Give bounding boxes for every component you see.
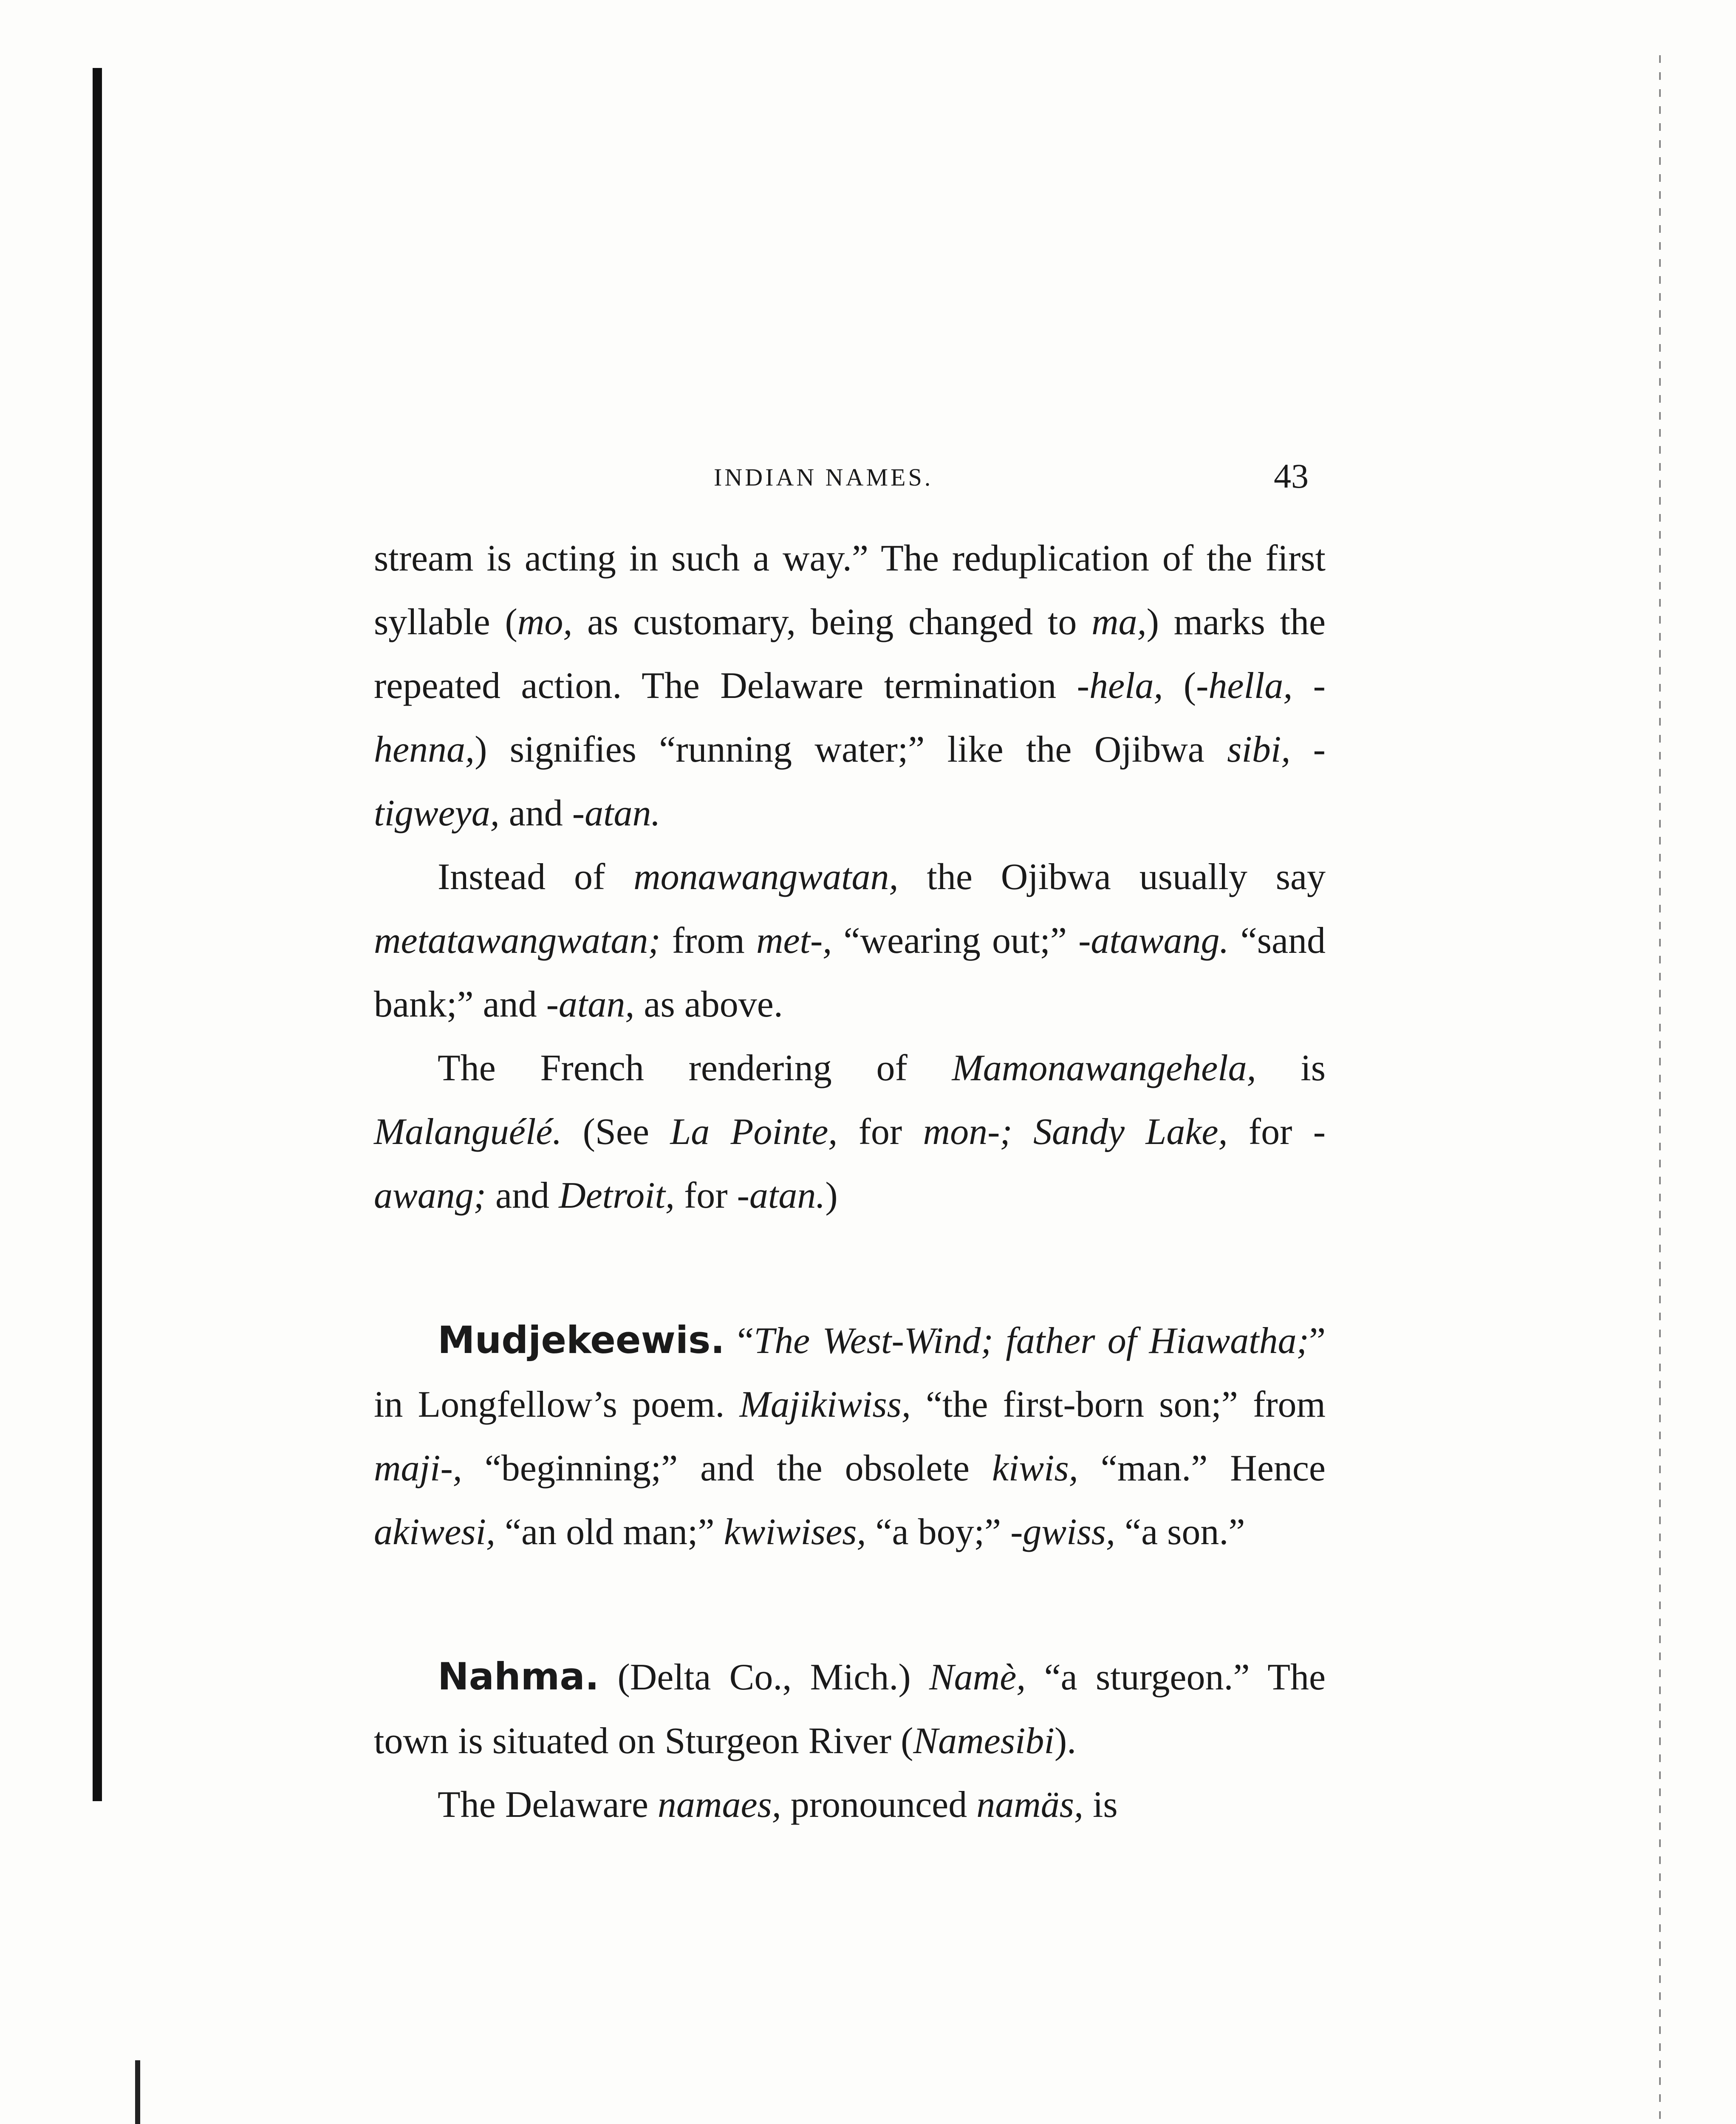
- text-run: as customary, being changed to: [572, 602, 1092, 643]
- text-run: from: [660, 920, 756, 961]
- text-run: “wearing out;”: [832, 920, 1079, 961]
- text-run: as above.: [634, 984, 783, 1025]
- italic-term: The West-Wind; father of Hiawatha;: [754, 1320, 1309, 1361]
- italic-term: -hella, -henna,: [374, 665, 1326, 770]
- running-head: [374, 450, 1326, 497]
- entry-headword: Nahma.: [438, 1655, 599, 1698]
- text-run: “a boy;”: [866, 1511, 1011, 1553]
- text-run: (See: [562, 1111, 670, 1152]
- italic-term: Namè,: [929, 1657, 1026, 1698]
- page-content: [374, 450, 1326, 1837]
- body-text: [374, 527, 1326, 1228]
- italic-term: akiwesi,: [374, 1511, 495, 1553]
- text-run: ” in Longfellow’s poem.: [374, 1320, 1326, 1425]
- text-run: ) signifies “running water;” like the Ojibwa: [475, 729, 1227, 770]
- entry-nahma: [374, 1645, 1326, 1837]
- text-run: ) marks the repeated action. The Delaware termination: [374, 602, 1326, 706]
- text-run: The Delaware: [438, 1784, 658, 1825]
- scan-edge-right: [1659, 55, 1661, 2124]
- text-run: the Ojibwa usually say: [898, 856, 1326, 898]
- text-run: for: [837, 1111, 923, 1152]
- scan-edge-left-lower: [135, 2060, 140, 2124]
- italic-term: ma,: [1091, 602, 1147, 643]
- text-run: stream is acting in such a way.” The reduplication of the first syllable (: [374, 538, 1326, 643]
- text-run: “a son.”: [1115, 1511, 1245, 1553]
- italic-term: -awang;: [374, 1111, 1326, 1216]
- text-run: ).: [1054, 1720, 1077, 1762]
- text-run: pronounced: [781, 1784, 977, 1825]
- italic-term: -atawang.: [1078, 920, 1229, 961]
- text-run: for: [675, 1175, 737, 1216]
- italic-term: namäs,: [976, 1784, 1083, 1825]
- entries: [374, 1308, 1326, 1837]
- entry-paragraph: [374, 1308, 1326, 1564]
- italic-term: La Pointe,: [670, 1111, 838, 1152]
- text-run: “the first-born son;” from: [910, 1384, 1326, 1425]
- italic-term: Namesibi: [913, 1720, 1055, 1762]
- entry-paragraph: [374, 1773, 1326, 1837]
- text-run: for: [1227, 1111, 1313, 1152]
- text-run: and: [486, 1175, 559, 1216]
- text-run: (Delta Co., Mich.): [599, 1657, 929, 1698]
- italic-term: mon-; Sandy Lake,: [923, 1111, 1228, 1152]
- text-run: ): [825, 1175, 838, 1216]
- entry-mudjekeewis: [374, 1308, 1326, 1564]
- italic-term: maji-,: [374, 1448, 462, 1489]
- text-run: and: [499, 793, 572, 834]
- running-head-title: INDIAN NAMES.: [714, 463, 933, 491]
- paragraph: [374, 1037, 1326, 1228]
- text-run: (: [1163, 665, 1196, 706]
- italic-term: mo,: [517, 602, 573, 643]
- text-run: “an old man;”: [495, 1511, 724, 1553]
- text-run: “beginning;” and the obsolete: [462, 1448, 992, 1489]
- italic-term: Majikiwiss,: [739, 1384, 911, 1425]
- italic-term: kwiwises,: [724, 1511, 866, 1553]
- italic-term: Mamonawangehela,: [952, 1048, 1256, 1089]
- italic-term: -hela,: [1077, 665, 1163, 706]
- italic-term: Detroit,: [559, 1175, 675, 1216]
- text-run: “a sturgeon.” The town is situated on Sturgeon River (: [374, 1657, 1326, 1762]
- text-run: “man.” Hence: [1078, 1448, 1326, 1489]
- text-run: Instead of: [438, 856, 634, 898]
- paragraph: [374, 845, 1326, 1037]
- italic-term: Malanguélé.: [374, 1111, 562, 1152]
- text-run: The French rendering of: [438, 1048, 952, 1089]
- entry-headword: Mudjekeewis.: [438, 1318, 725, 1362]
- paragraph: [374, 527, 1326, 845]
- italic-term: metatawangwatan;: [374, 920, 661, 961]
- italic-term: kiwis,: [992, 1448, 1078, 1489]
- italic-term: -atan,: [546, 984, 635, 1025]
- italic-term: met-,: [756, 920, 832, 961]
- italic-term: -atan.: [737, 1175, 826, 1216]
- entry-paragraph: [374, 1645, 1326, 1773]
- page-number: 43: [1274, 457, 1309, 495]
- italic-term: monawangwatan,: [633, 856, 899, 898]
- italic-term: sibi, -tigweya,: [374, 729, 1326, 834]
- italic-term: -atan.: [572, 793, 661, 834]
- scan-edge-left: [93, 68, 102, 1801]
- italic-term: -gwiss,: [1010, 1511, 1116, 1553]
- text-run: is: [1083, 1784, 1118, 1825]
- text-run: “sand bank;” and: [374, 920, 1326, 1025]
- text-run: is: [1256, 1048, 1326, 1089]
- italic-term: namaes,: [657, 1784, 781, 1825]
- text-run: “: [724, 1320, 754, 1361]
